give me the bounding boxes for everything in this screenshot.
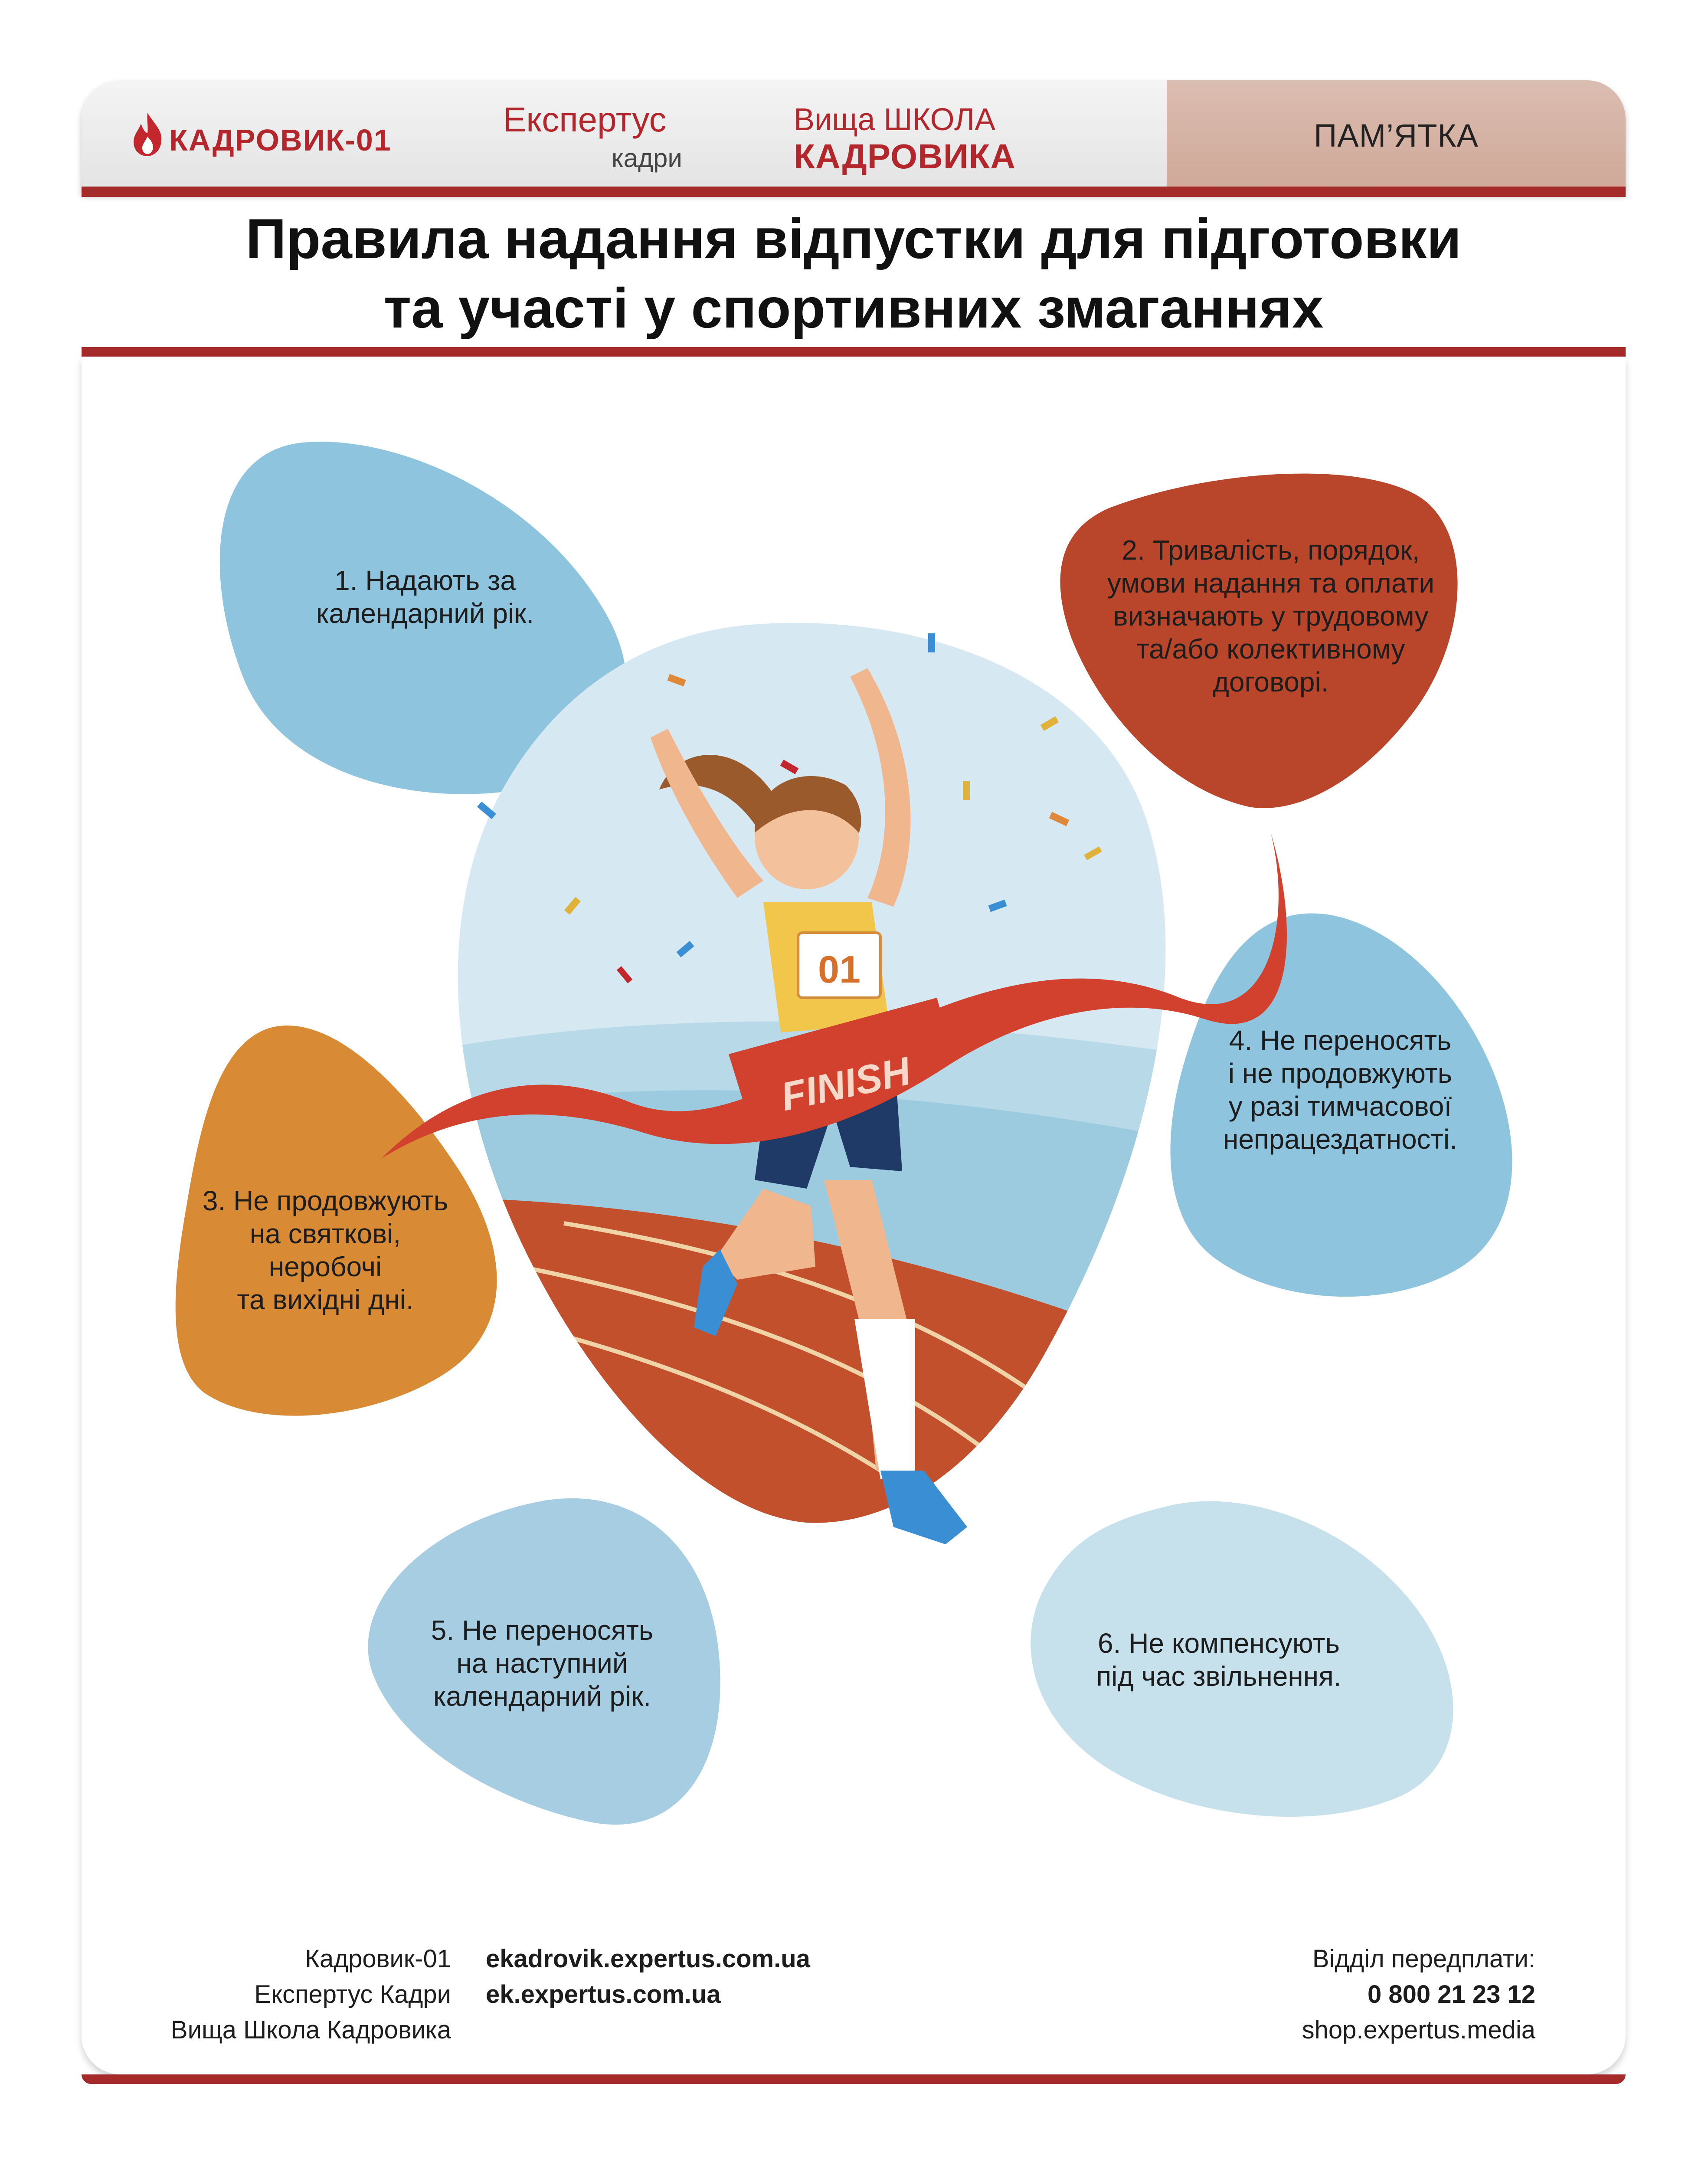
rule-5-line-3: календарний рік. [433,1681,651,1712]
bib-number: 01 [818,948,861,991]
rule-3-text [173,1184,477,1316]
footer-site-ek[interactable]: ek.expertus.com.ua [486,1980,721,2008]
rule-1-line-2: календарний рік. [316,598,534,629]
logo-expertus-sub: кадри [612,144,682,173]
rule-4-text [1188,1024,1492,1156]
rule-4-line-1: 4. Не переносять [1229,1025,1452,1056]
rule-1-line-1: 1. Надають за [334,565,516,596]
footer-subscription-label: Відділ передплати: [1312,1945,1535,1973]
footer-shop-link[interactable]: shop.expertus.media [1302,2016,1535,2044]
rule-3-line-2: на святкові, [249,1218,401,1249]
title-line-2: та участі у спортивних змаганнях [383,276,1324,340]
rule-1-text [269,564,581,630]
footer-phone[interactable]: 0 800 21 23 12 [1367,1980,1535,2008]
rule-5-line-1: 5. Не переносять [431,1615,654,1646]
footer-name-school: Вища Школа Кадровика [170,2016,451,2044]
footer-subscription [1171,1941,1535,2048]
rule-4-line-2: і не продовжують [1228,1058,1453,1089]
footer-site-ekadrovik[interactable]: ekadrovik.expertus.com.ua [486,1945,810,1973]
rule-2-line-4: та/або колективному [1136,633,1405,665]
logo-expertus: Експертус [503,100,667,139]
tab-label: ПАМ’ЯТКА [1314,118,1479,154]
logo-school-sub: КАДРОВИКА [794,137,1016,176]
title-line-1: Правила надання відпустки для підготовки [245,207,1462,270]
rule-5-line-2: на наступний [456,1648,628,1679]
rule-5-text [399,1614,685,1713]
footer-name-expertus: Експертус Кадри [254,1980,451,2008]
rule-3-line-1: 3. Не продовжують [202,1185,448,1216]
footer-name-kadrovik: Кадровик-01 [305,1945,451,1973]
rule-3-line-4: та вихідні дні. [237,1284,414,1315]
rule-4-line-3: у разі тимчасової [1228,1091,1452,1122]
rule-2-line-3: визначають у трудовому [1113,600,1429,632]
logo-school: Вища ШКОЛА [794,102,996,137]
ribbon-text: FINISH [777,1048,914,1120]
rule-2-line-2: умови надання та оплати [1107,567,1435,599]
footer-sites [486,1941,919,2012]
rule-3-line-3: неробочі [268,1251,382,1282]
rule-6-text [1054,1627,1384,1693]
logo-kadrovik: КАДРОВИК-01 [169,123,392,157]
rule-6-line-1: 6. Не компенсують [1098,1628,1340,1659]
rule-2-text [1093,534,1449,698]
rule-2-line-1: 2. Тривалість, порядок, [1122,534,1420,566]
rule-6-line-2: під час звільнення. [1096,1661,1342,1692]
rule-2-line-5: договорі. [1213,666,1329,698]
footer-brand-names [87,1941,451,2048]
footer-divider [82,2074,1626,2084]
rule-4-line-4: непрацездатності. [1223,1124,1457,1155]
